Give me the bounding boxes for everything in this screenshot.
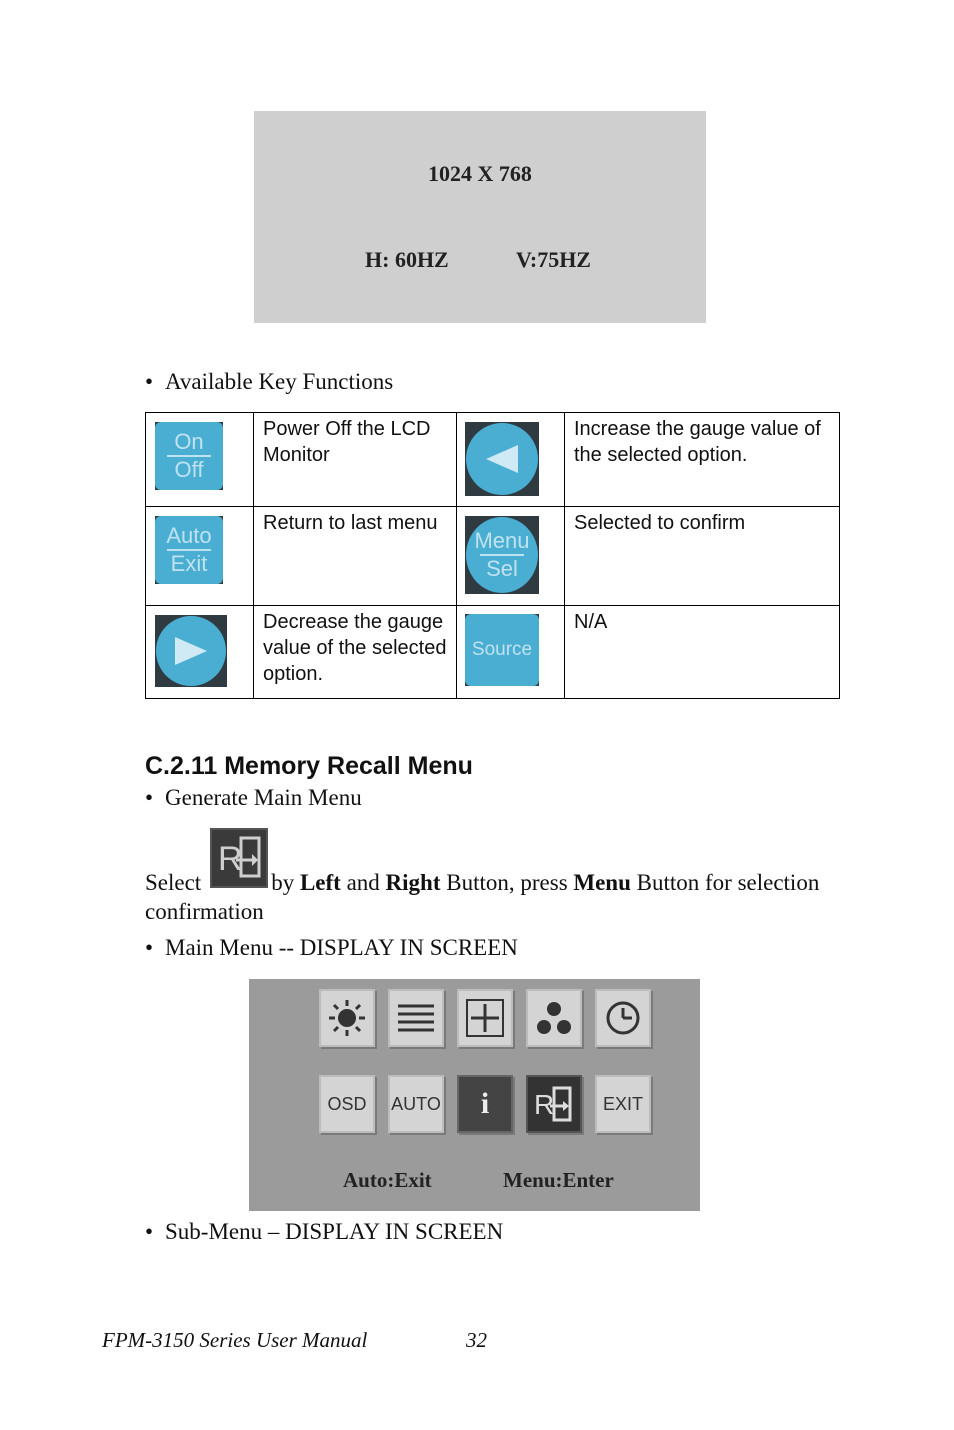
text-button-press: Button, press: [446, 870, 568, 895]
key-cell: [146, 606, 254, 699]
text-and: and: [346, 870, 380, 895]
lines-icon: [388, 989, 444, 1047]
bullet-text: Main Menu -- DISPLAY IN SCREEN: [165, 935, 518, 960]
key-functions-table: [145, 412, 840, 699]
key-cell: [457, 413, 565, 507]
left-arrow-icon: [482, 442, 522, 476]
osd-main-menu: [249, 979, 700, 1211]
select-instruction: [145, 868, 865, 926]
key-description: N/A: [565, 606, 840, 699]
key-description: Increase the gauge value of the selected option.: [565, 413, 840, 507]
key-label: Auto: [166, 523, 212, 548]
on-off-key-icon: [155, 422, 223, 490]
osd-settings-icon: OSD: [319, 1075, 375, 1133]
text-left: Left: [299, 870, 341, 895]
footer-page-number: 32: [466, 1328, 487, 1352]
table-row: [146, 606, 840, 699]
exit-icon: EXIT: [595, 1075, 651, 1133]
info-icon: i: [457, 1075, 513, 1133]
bullet-key-functions: • Available Key Functions: [145, 369, 394, 394]
section-heading: C.2.11 Memory Recall Menu: [145, 752, 473, 780]
resolution-text: 1024 X 768: [428, 161, 532, 186]
key-description: Decrease the gauge value of the selected option.: [254, 606, 457, 699]
text-rest: Button for selection confirmation: [145, 870, 820, 924]
text-by: by: [271, 870, 295, 895]
v-frequency: V:75HZ: [516, 247, 591, 272]
svg-text:R: R: [534, 1089, 555, 1120]
auto-exit-key-icon: [155, 516, 223, 584]
h-frequency: H: 60HZ: [365, 247, 449, 272]
right-arrow-icon: [171, 634, 211, 668]
key-cell: [146, 413, 254, 507]
text-menu: Menu: [573, 870, 631, 895]
key-label: Menu: [474, 528, 530, 553]
key-label: Source: [471, 639, 533, 660]
key-cell: [457, 606, 565, 699]
key-label: Exit: [170, 551, 208, 576]
osd-footer-enter: Menu:Enter: [503, 1168, 614, 1192]
osd-footer-exit: Auto:Exit: [343, 1168, 432, 1192]
menu-sel-key-icon: [465, 516, 539, 594]
osd-resolution-screen: [254, 111, 706, 323]
right-arrow-key-icon: [155, 615, 227, 687]
text-select: Select: [145, 870, 202, 895]
table-row: [146, 507, 840, 606]
memory-recall-menu-icon: [526, 1075, 582, 1133]
svg-text:R: R: [218, 840, 243, 878]
color-icon: [526, 989, 582, 1047]
key-label: Sel: [486, 556, 518, 581]
bullet-text: Sub-Menu – DISPLAY IN SCREEN: [165, 1219, 504, 1244]
footer-manual-title: FPM-3150 Series User Manual: [102, 1328, 368, 1352]
key-label: Off: [174, 457, 204, 482]
key-label: On: [174, 429, 204, 454]
source-key-icon: [465, 614, 539, 686]
key-cell: [457, 507, 565, 606]
key-description: Return to last menu: [254, 507, 457, 606]
left-arrow-key-icon: [465, 422, 539, 496]
bullet-text: Generate Main Menu: [165, 785, 362, 810]
bullet-main-menu: • Main Menu -- DISPLAY IN SCREEN: [145, 935, 518, 960]
table-row: [146, 413, 840, 507]
bullet-text: Available Key Functions: [165, 369, 394, 394]
text-right: Right: [385, 870, 441, 895]
auto-adjust-icon: AUTO: [388, 1075, 444, 1133]
key-description: Selected to confirm: [565, 507, 840, 606]
clock-icon: [595, 989, 651, 1047]
position-icon: [457, 989, 513, 1047]
key-description: Power Off the LCD Monitor: [254, 413, 457, 507]
brightness-icon: [319, 989, 375, 1047]
bullet-sub-menu: • Sub-Menu – DISPLAY IN SCREEN: [145, 1219, 504, 1244]
bullet-generate-menu: • Generate Main Menu: [145, 785, 362, 810]
key-cell: [146, 507, 254, 606]
